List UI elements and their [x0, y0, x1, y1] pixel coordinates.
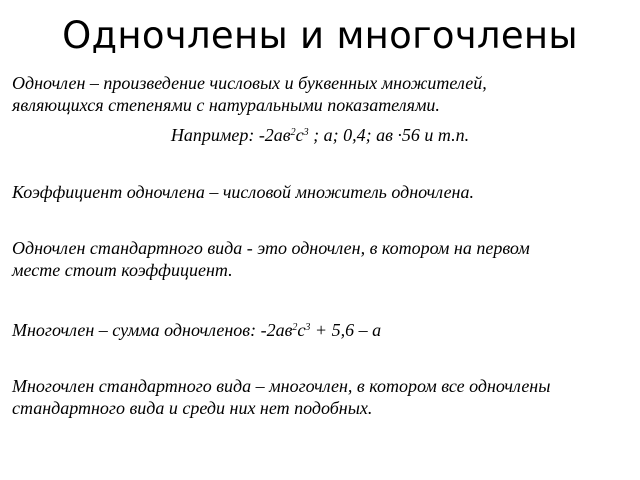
standard-polynomial-definition [12, 375, 630, 419]
polynomial-mid: с [297, 320, 306, 340]
monomial-example [0, 124, 640, 146]
slide-title: Одночлены и многочлены [62, 14, 578, 57]
standard-monomial-line2: месте стоит коэффициент. [12, 260, 233, 280]
example-mid: с [295, 125, 304, 145]
monomial-definition-line1: Одночлен – произведение числовых и буквенных множителей, [12, 73, 487, 93]
example-prefix: Например: -2ав [170, 125, 291, 145]
polynomial-exponent-2: 3 [305, 322, 311, 333]
standard-monomial-definition [12, 237, 630, 281]
monomial-definition-line2: являющихся степенями с натуральными показателями. [12, 95, 440, 115]
standard-monomial-line1: Одночлен стандартного вида - это одночлен, в котором на первом [12, 238, 530, 258]
polynomial-exponent-1: 2 [292, 322, 298, 333]
polynomial-suffix: + 5,6 – а [310, 320, 382, 340]
standard-polynomial-line2: стандартного вида и среди них нет подобных. [12, 398, 373, 418]
example-suffix: ; а; 0,4; ав ·56 и т.п. [308, 125, 470, 145]
standard-polynomial-line1: Многочлен стандартного вида – многочлен, в котором все одночлены [12, 376, 551, 396]
monomial-definition [12, 72, 630, 116]
example-exponent-2: 3 [303, 127, 309, 138]
example-exponent-1: 2 [290, 127, 296, 138]
polynomial-prefix: Многочлен – сумма одночленов: -2ав [12, 320, 293, 340]
polynomial-definition [12, 319, 630, 341]
coefficient-definition: Коэффициент одночлена – числовой множитель одночлена. [12, 182, 474, 202]
